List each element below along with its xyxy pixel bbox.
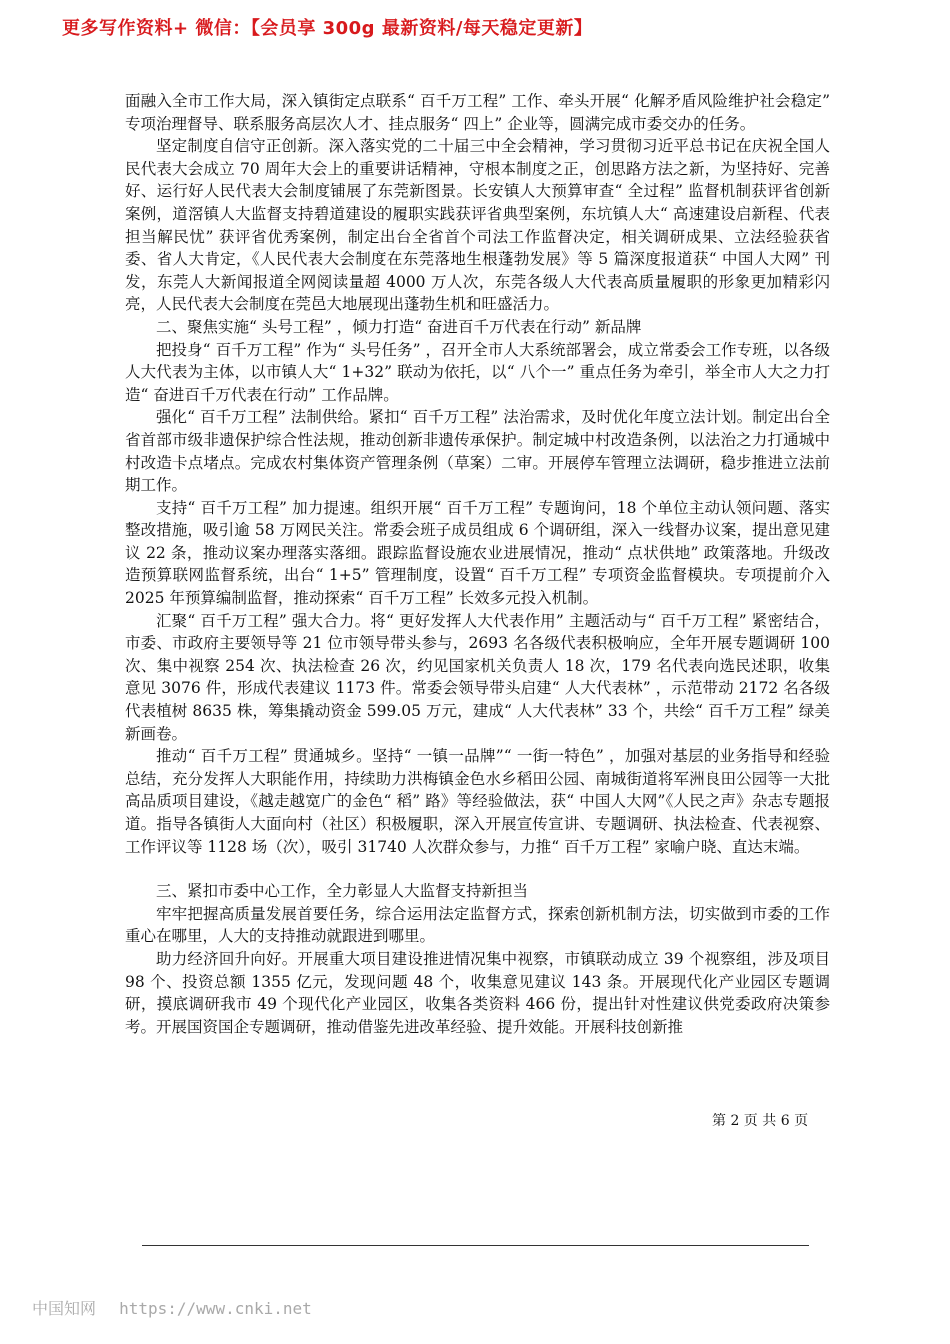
paragraph-section-3-intro: 牢牢把握高质量发展首要任务，综合运用法定监督方式，探索创新机制方法，切实做到市委的工作重心在哪里，人大的支持推动就跟进到哪里。 bbox=[125, 904, 830, 946]
paragraph-synergy: 汇聚“ 百千万工程” 强大合力。将“ 更好发挥人大代表作用” 主题活动与“ 百千万工程” 紧密结合，市委、市政府主要领导等 21 位市领导带头参与，2693 名各级代表积极响应，全年开展专题调研 100 次、集中视察 254 次、执法检查 26 次，约见国家机关负责人 18 次，179 名代表向选民述职，收集意见 3076 件，形成代表建议 1173 件。常委会领导带头启建“ 人大代表林” ，示范带动 2172 名各级代表植树 8635 株，筹集撬动资金 599.05 万元，建成“ 人大代表林” 33 个，共绘“ 百千万工程” 绿美新画卷。 bbox=[125, 611, 830, 743]
paragraph-urban-rural: 推动“ 百千万工程” 贯通城乡。坚持“ 一镇一品牌”“ 一街一特色” ，加强对基层的业务指导和经验总结，充分发挥人大职能作用，持续助力洪梅镇金色水乡稻田公园、南城街道将军洲良田公园等一大批高品质项目建设，《越走越宽广的金色“ 稻” 路》等经验做法，获“ 中国人大网”《人民之声》杂志专题报道。指导各镇街人大面向村（社区）积极履职，深入开展宣传宣讲、专题调研、执法检查、代表视察、工作评议等 1128 场（次），吸引 31740 人次群众参与，力推“ 百千万工程” 家喻户晓、直达末端。 bbox=[125, 747, 830, 856]
watermark bbox=[32, 1296, 312, 1319]
paragraph-section-2-intro: 把投身“ 百千万工程” 作为“ 头号任务” ，召开全市人大系统部署会，成立常委会工作专班，以各级人大代表为主体，以市镇人大“ 1+32” 联动为依托，以“ 八个一” 重点任务为牵引，举全市人大之力打造“ 奋进百千万代表在行动” 工作品牌。 bbox=[125, 340, 830, 404]
paragraph-legislation: 强化“ 百千万工程” 法制供给。紧扣“ 百千万工程” 法治需求，及时优化年度立法计划。制定出台全省首部市级非遗保护综合性法规，推动创新非遗传承保护。制定城中村改造条例，以法治之力打通城中村改造卡点堵点。完成农村集体资产管理条例（草案）二审。开展停车管理立法调研，稳步推进立法前期工作。 bbox=[125, 408, 830, 495]
paragraph-support: 支持“ 百千万工程” 加力提速。组织开展“ 百千万工程” 专题询问，18 个单位主动认领问题、落实整改措施，吸引逾 58 万网民关注。常委会班子成员组成 6 个调研组，深入一线督办议案，提出意见建议 22 条，推动议案办理落实落细。跟踪监督设施农业进展情况，推动“ 点状供地” 政策落地。升级改造预算联网监督系统，出台“ 1+5” 管理制度，设置“ 百千万工程” 专项资金监督模块。专项提前介入 2025 年预算编制监督，推动探索“ 百千万工程” 长效多元投入机制。 bbox=[125, 498, 830, 608]
document-body bbox=[125, 90, 830, 1038]
watermark-url: https://www.cnki.net bbox=[119, 1299, 312, 1318]
footer-divider bbox=[142, 1245, 809, 1246]
paragraph-economy: 助力经济回升向好。开展重大项目建设推进情况集中视察，市镇联动成立 39 个视察组，涉及项目 98 个、投资总额 1355 亿元，发现问题 48 个，收集意见建议 143 条。开展现代化产业园区专题调研，摸底调研我市 49 个现代化产业园区，收集各类资料 466 份，提出针对性建议供党委政府决策参考。开展国资国企专题调研，推动借鉴先进改革经验、提升效能。开展科技创新推 bbox=[125, 949, 830, 1036]
paragraph-continuation: 面融入全市工作大局，深入镇街定点联系“ 百千万工程” 工作、牵头开展“ 化解矛盾风险维护社会稳定” 专项治理督导、联系服务高层次人才、挂点服务“ 四上” 企业等，圆满完成市委交办的任务。 bbox=[125, 92, 830, 133]
paragraph-system-confidence: 坚定制度自信守正创新。深入落实党的二十届三中全会精神，学习贯彻习近平总书记在庆祝全国人民代表大会成立 70 周年大会上的重要讲话精神，守根本制度之正，创思路方法之新，为坚持好、完善好、运行好人民代表大会制度铺展了东莞新图景。长安镇人大预算审查“ 全过程” 监督机制获评省创新案例，道滘镇人大监督支持碧道建设的履职实践获评省典型案例，东坑镇人大“ 高速建设启新程、代表担当解民忧” 获评省优秀案例，制定出台全省首个司法工作监督决定，相关调研成果、立法经验获省委、省人大肯定，《人民代表大会制度在东莞落地生根蓬勃发展》等 5 篇深度报道获“ 中国人大网” 刊发，东莞人大新闻报道全网阅读量超 4000 万人次，东莞各级人大代表高质量履职的形象更加精彩闪亮，人民代表大会制度在莞邑大地展现出蓬勃生机和旺盛活力。 bbox=[125, 137, 830, 314]
watermark-site-name: 中国知网 bbox=[32, 1299, 97, 1318]
page-number: 第 2 页 共 6 页 bbox=[712, 1113, 809, 1129]
section-heading-3: 三、紧扣市委中心工作，全力彰显人大监督支持新担当 bbox=[156, 882, 529, 901]
promo-banner: 更多写作资料+ 微信：【会员享 300g 最新资料/每天稳定更新】 bbox=[62, 18, 593, 39]
section-heading-2: 二、聚焦实施“ 头号工程” ，倾力打造“ 奋进百千万代表在行动” 新品牌 bbox=[156, 317, 642, 336]
